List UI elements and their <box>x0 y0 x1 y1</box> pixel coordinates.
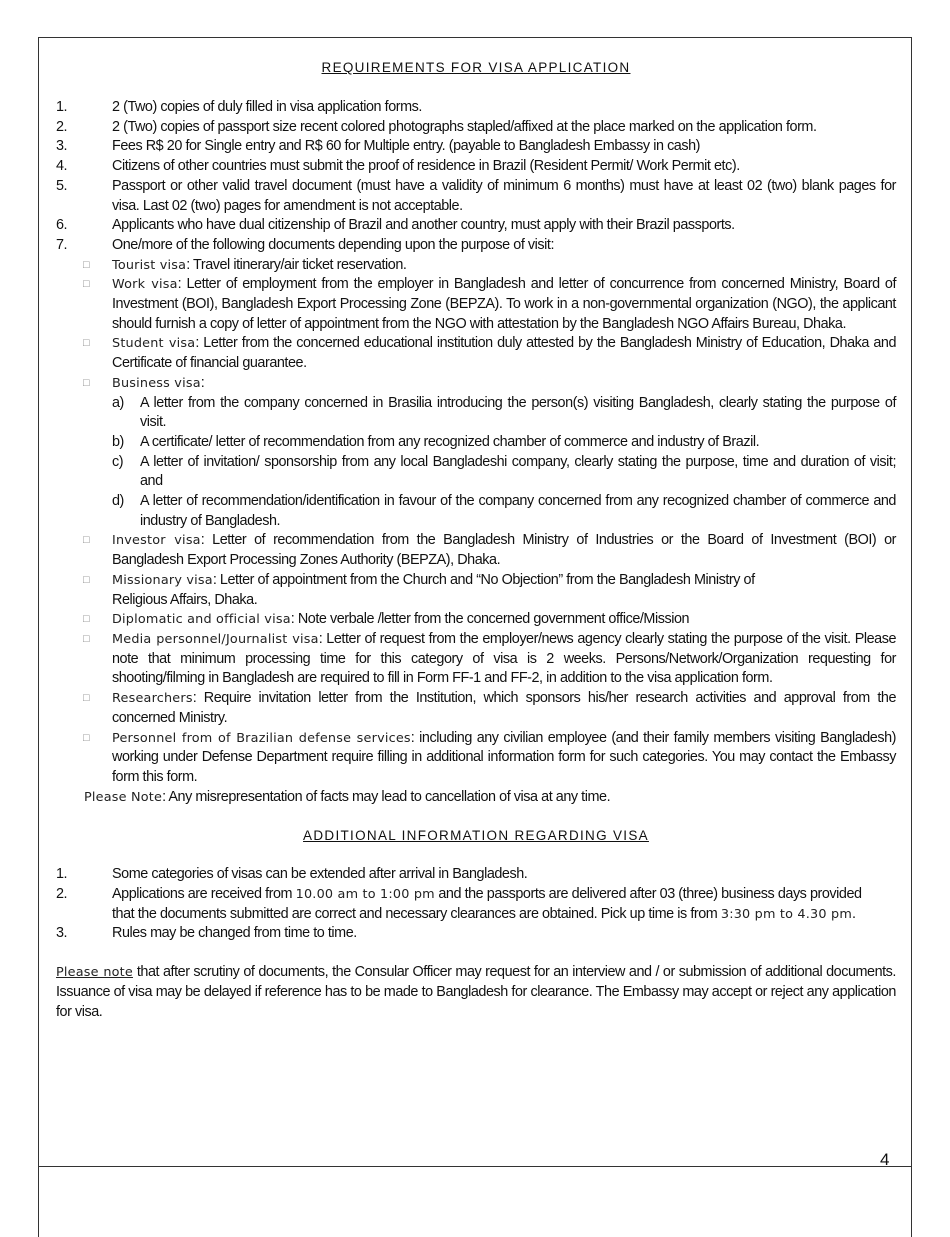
visa-type-tourist: □ Tourist visa: Travel itinerary/air ticket reservation. <box>83 256 896 276</box>
business-requirement: d) A letter of recommendation/identification in favour of the company concerned from any recognized chamber of commerce and industry of Bangladesh. <box>112 493 896 529</box>
visa-type-business: □ Business visa: <box>83 374 896 394</box>
checkbox-icon: □ <box>83 278 90 291</box>
visa-type-media: □ Media personnel/Journalist visa: Letter of request from the employer/news agency clearly stating the purpose of the visit. Please note that minimum processing time for this category of visa is 2 weeks. Persons/Network/Organization requesting for shooting/filming in Bangladesh are required to fill in Form FF-1 and FF-2, in addition to the visa application form. <box>83 630 896 689</box>
requirement-item: 1. 2 (Two) copies of duly filled in visa application forms. <box>56 99 422 115</box>
visa-type-defense: □ Personnel from of Brazilian defense services: including any civilian employee (and their family members visiting Bangladesh) working under Defense Department require filling in additional information form for such categories. You may contact the Embassy form this form. <box>83 729 896 788</box>
visa-type-student: □ Student visa: Letter from the concerned educational institution duly attested by the Bangladesh Ministry of Education, Dhaka and Certificate of financial guarantee. <box>83 334 896 373</box>
document-body <box>56 58 896 1037</box>
additional-item: 3. Rules may be changed from time to time. <box>56 925 357 942</box>
visa-type-diplomatic: □ Diplomatic and official visa: Note verbale /letter from the concerned government office/Mission <box>83 610 896 630</box>
checkbox-icon: □ <box>83 613 90 626</box>
checkbox-icon: □ <box>83 258 90 271</box>
requirement-item: 2. 2 (Two) copies of passport size recent colored photographs stapled/affixed at the place marked on the application form. <box>56 118 817 135</box>
business-requirement: b) A certificate/ letter of recommendation from any recognized chamber of commerce and industry of Brazil. <box>112 433 760 450</box>
final-note: Please note that after scrutiny of documents, the Consular Officer may request for an interview and / or submission of additional documents. Issuance of visa may be delayed if reference has to be made to Bangladesh for clearance. The Embassy may accept or reject any application for visa. <box>56 964 896 1020</box>
visa-type-investor: □ Investor visa: Letter of recommendation from the Bangladesh Ministry of Industries or the Board of Investment (BOI) or Bangladesh Export Processing Zones Authority (BEPZA), Dhaka. <box>83 531 896 570</box>
checkbox-icon: □ <box>83 632 90 645</box>
requirement-item: 7. One/more of the following documents depending upon the purpose of visit: <box>56 236 554 253</box>
visa-type-work: □ Work visa: Letter of employment from the employer in Bangladesh and letter of concurrence from concerned Ministry, Board of Investment (BOI), Bangladesh Export Processing Zone (BEPZA). To work in a non-governmental organization (NGO), the applicant should furnish a copy of letter of appointment from the NGO with attestation by the Bangladesh NGO Affairs Bureau, Dhaka. <box>83 275 896 334</box>
requirement-item: 3. Fees R$ 20 for Single entry and R$ 60 for Multiple entry. (payable to Bangladesh Embassy in cash) <box>56 138 701 155</box>
additional-info-list <box>56 865 896 944</box>
visa-type-missionary: □ Missionary visa: Letter of appointment from the Church and “No Objection” from the Bangladesh Ministry of Religious Affairs, Dhaka. <box>83 571 896 610</box>
additional-info-title: ADDITIONAL INFORMATION REGARDING VISA <box>303 828 649 844</box>
additional-item: 1. Some categories of visas can be extended after arrival in Bangladesh. <box>56 866 528 883</box>
checkbox-icon: □ <box>83 376 90 389</box>
requirement-item: 4. Citizens of other countries must submit the proof of residence in Brazil (Resident Permit/ Work Permit etc). <box>56 158 740 175</box>
requirement-item: 6. Applicants who have dual citizenship of Brazil and another country, must apply with their Brazil passports. <box>56 217 735 234</box>
visa-type-list <box>56 256 896 788</box>
business-requirement: a) A letter from the company concerned in Brasilia introducing the person(s) visiting Bangladesh, clearly stating the purpose of visit. <box>112 394 896 431</box>
additional-item: 2. Applications are received from 10.00 am to 1:00 pm and the passports are delivered after 03 (three) business days provided that the documents submitted are correct and necessary clearances are obtained. Pick up time is from 3:30 pm to 4.30 pm. <box>56 886 862 922</box>
visa-type-researchers: □ Researchers: Require invitation letter from the Institution, which sponsors his/her research activities and approval from the concerned Ministry. <box>83 689 896 728</box>
checkbox-icon: □ <box>83 692 90 705</box>
checkbox-icon: □ <box>83 573 90 586</box>
requirement-item: 5. Passport or other valid travel document (must have a validity of minimum 6 months) must have at least 02 (two) blank pages for visa. Last 02 (two) pages for amendment is not acceptable. <box>56 177 896 214</box>
business-requirement: c) A letter of invitation/ sponsorship from any local Bangladeshi company, clearly stating the purpose, time and duration of visit; and <box>112 453 896 490</box>
page-number: 4 <box>880 1150 890 1169</box>
checkbox-icon: □ <box>83 337 90 350</box>
requirements-list <box>56 98 896 256</box>
footer-rule <box>38 1166 912 1167</box>
checkbox-icon: □ <box>83 534 90 547</box>
please-note: Please Note: Any misrepresentation of facts may lead to cancellation of visa at any time. <box>84 788 611 805</box>
page-title: REQUIREMENTS FOR VISA APPLICATION <box>321 60 631 75</box>
checkbox-icon: □ <box>83 731 90 744</box>
